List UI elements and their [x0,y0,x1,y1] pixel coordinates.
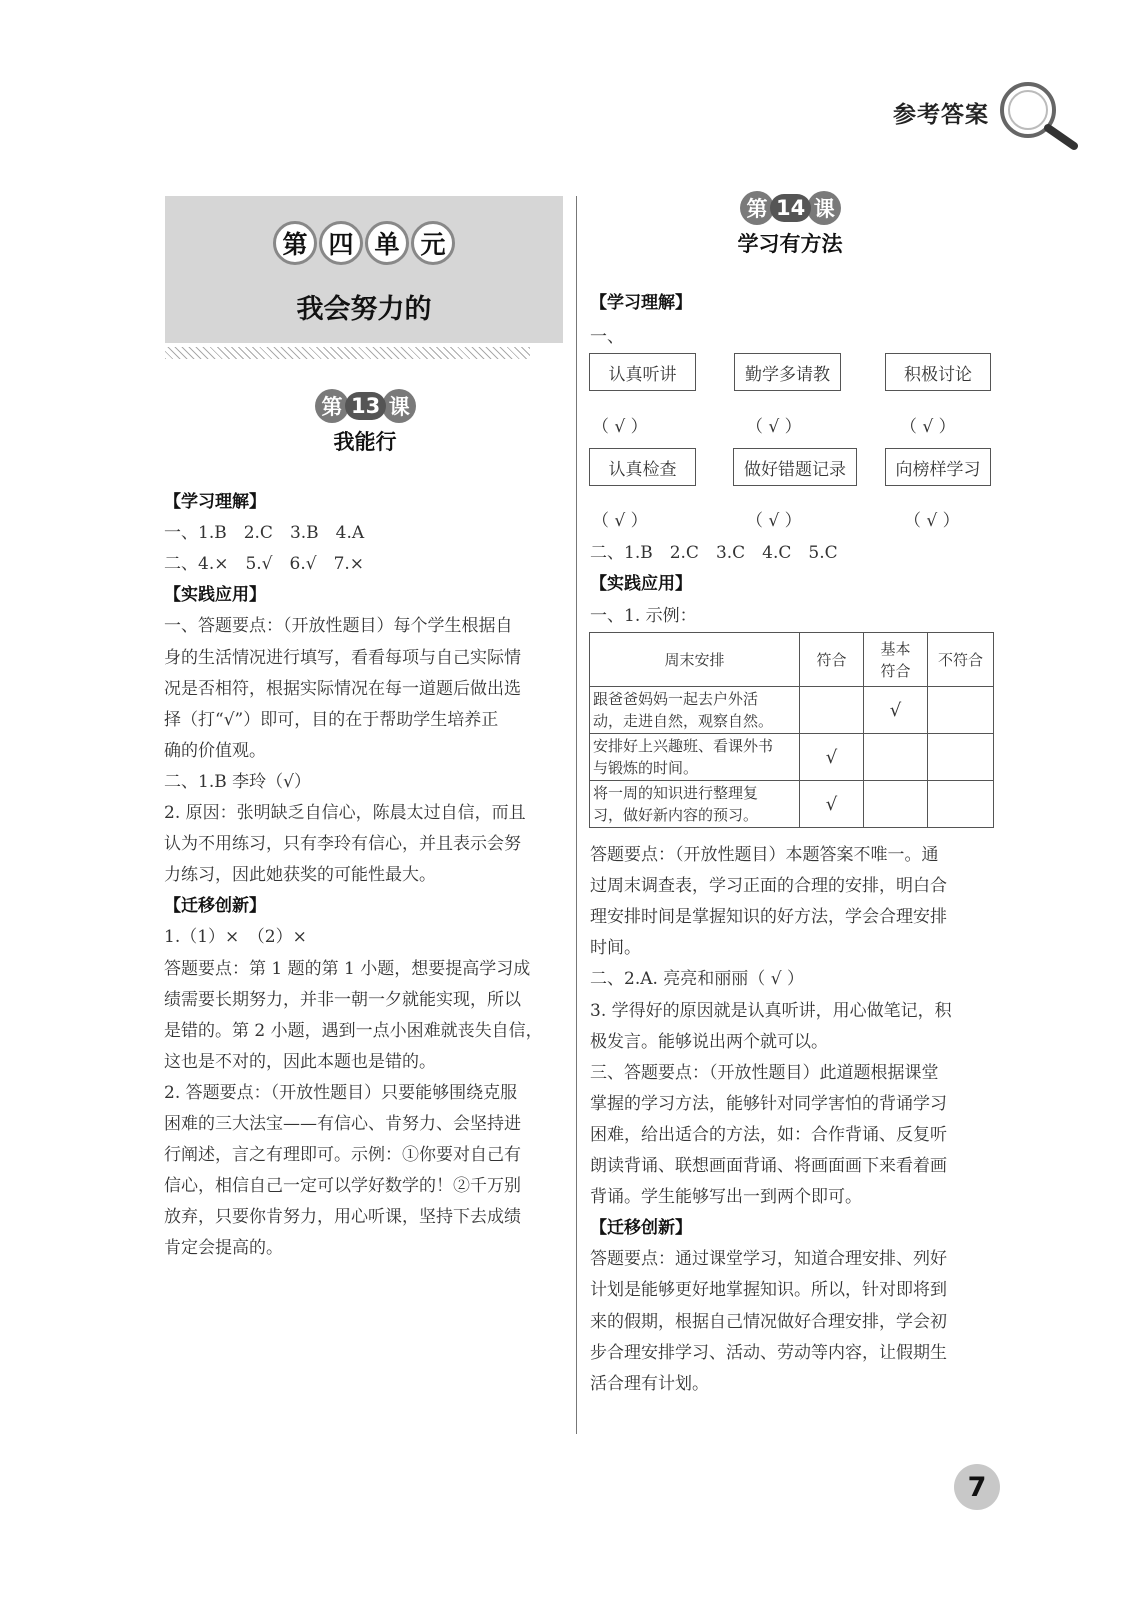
answer-line: 2. 原因：张明缺乏自信心，陈晨太过自信，而且 [164,803,526,823]
answer-line: 信心，相信自己一定可以学好数学的！②千万别 [164,1176,521,1197]
badge-prefix: 第 [740,191,774,225]
table-row [590,687,994,734]
badge-number: 13 [345,392,386,420]
answer-line: 2. 答题要点：（开放性题目）只要能够围绕克服 [164,1082,518,1103]
section-heading: 【学习理解】 [590,293,692,313]
answer-line: 身的生活情况进行填写，看看每项与自己实际情 [164,647,521,668]
cell-line: 动，走进自然，观察自然。 [593,712,774,730]
cell-line: 习，做好新内容的预习。 [593,806,759,824]
check-mark: （ √ ） [900,417,956,437]
check-mark: （ √ ） [592,511,648,531]
badge-suffix: 课 [382,389,416,423]
hatch-divider [165,347,530,359]
option-box: 勤学多请教 [734,353,841,391]
answer-line: 时间。 [590,938,641,959]
section-heading: 【迁移创新】 [164,896,266,917]
answer-line: 是错的。第 2 小题，遇到一点小困难就丧失自信， [164,1020,543,1041]
answer-line: 一、1.B 2.C 3.B 4.A [164,523,365,544]
unit-char: 第 [273,221,317,265]
answer-line: 困难，给出适合的方法，如：合作背诵、反复听 [590,1124,947,1145]
cell-line: 与锻炼的时间。 [593,759,699,777]
table-cell [800,687,864,734]
magnifier-icon [996,80,1080,152]
answer-line: 行阐述，言之有理即可。示例：①你要对自己有 [164,1145,521,1166]
answer-line: 过周末调查表，学习正面的合理的安排，明白合 [590,876,947,897]
page-number: 7 [954,1464,1000,1510]
table-row [590,781,994,828]
table-cell: √ [800,781,864,828]
weekend-plan-table [589,632,994,828]
check-mark: （ √ ） [904,511,960,531]
answer-line: 放弃，只要你肯努力，用心听课，坚持下去成绩 [164,1207,521,1228]
table-cell [590,734,800,781]
section-heading: 【实践应用】 [164,585,266,606]
option-box: 认真检查 [589,448,696,486]
option-box: 做好错题记录 [733,448,857,486]
badge-suffix: 课 [807,191,841,225]
header-wrap: 基本 符合 [880,639,911,680]
table-header: 周末安排 [590,633,800,687]
answer-line: 1.（1）× （2）× [164,927,307,948]
check-mark: （ √ ） [592,417,648,437]
check-mark: （ √ ） [746,511,802,531]
unit-char: 四 [319,221,363,265]
cell-line: 安排好上兴趣班、看课外书 [593,737,774,755]
table-header: 不符合 [928,633,994,687]
badge-prefix: 第 [315,389,349,423]
answer-line: 掌握的学习方法，能够针对同学害怕的背诵学习 [590,1093,947,1114]
answer-line: 计划是能够更好地掌握知识。所以，针对即将到 [590,1280,947,1301]
answer-line: 答题要点：通过课堂学习，知道合理安排、列好 [590,1249,947,1270]
answer-line: 步合理安排学习、活动、劳动等内容，让假期生 [590,1342,947,1363]
answer-line: 理安排时间是掌握知识的好方法，学会合理安排 [590,907,947,928]
cell-line: 将一周的知识进行整理复 [593,784,759,802]
table-header [864,633,928,687]
unit-subtitle: 我会努力的 [296,294,432,325]
unit-char: 单 [365,221,409,265]
table-cell [928,687,994,734]
lesson-14-title: 学习有方法 [737,232,843,256]
table-cell [928,781,994,828]
answer-line: 三、答题要点：（开放性题目）此道题根据课堂 [590,1062,939,1083]
section-heading: 【实践应用】 [590,574,692,594]
answer-line: 二、1.B 2.C 3.C 4.C 5.C [590,543,838,563]
table-header-row [590,633,994,687]
table-cell [864,781,928,828]
badge-number: 14 [770,194,811,222]
answer-line: 朗读背诵、联想画面背诵、将画面画下来看着画 [590,1156,947,1176]
cell-line: 跟爸爸妈妈一起去户外活 [593,690,759,708]
answer-line: 答题要点：（开放性题目）本题答案不唯一。通 [590,845,939,865]
lesson-14-badge [740,191,841,225]
answer-line: 活合理有计划。 [590,1373,709,1394]
answer-line: 极发言。能够说出两个就可以。 [590,1031,828,1052]
lesson-13-title: 我能行 [333,430,397,454]
answer-line: 肯定会提高的。 [164,1238,283,1259]
table-cell [590,781,800,828]
answer-line: 绩需要长期努力，并非一朝一夕就能实现，所以 [164,989,521,1010]
check-mark: （ √ ） [746,417,802,437]
option-box: 向榜样学习 [885,448,991,486]
table-cell [864,734,928,781]
lesson-13-badge [315,389,416,423]
answer-line: 二、4.× 5.√ 6.√ 7.× [164,554,365,575]
answer-line: 来的假期，根据自己情况做好合理安排，学会初 [590,1311,947,1332]
answer-line: 困难的三大法宝——有信心、肯努力、会坚持进 [164,1114,521,1134]
option-box: 认真听讲 [589,353,696,391]
answer-line: 二、1.B 李玲（√） [164,771,311,792]
table-cell [928,734,994,781]
table-cell: √ [800,734,864,781]
column-divider [576,196,577,1434]
table-row [590,734,994,781]
answer-line: 3. 学得好的原因就是认真听讲，用心做笔记，积 [590,1000,952,1021]
page-header-title: 参考答案 [893,102,989,128]
section-heading: 【迁移创新】 [590,1218,692,1239]
answer-line: 确的价值观。 [164,740,266,761]
answer-line: 一、1. 示例： [590,606,697,626]
table-cell: √ [864,687,928,734]
unit-char: 元 [411,221,455,265]
answer-line: 这也是不对的，因此本题也是错的。 [164,1051,436,1072]
unit-title [273,221,455,265]
answer-line: 择（打“√”）即可，目的在于帮助学生培养正 [164,709,499,730]
answer-line: 答题要点：第 1 题的第 1 小题，想要提高学习成 [164,958,531,979]
answer-line: 二、2.A. 亮亮和丽丽（ √ ） [590,969,804,990]
answer-line: 背诵。学生能够写出一到两个即可。 [590,1187,862,1208]
answer-line: 力练习，因此她获奖的可能性最大。 [164,865,436,886]
table-header: 符合 [800,633,864,687]
option-box: 积极讨论 [885,353,991,391]
section-heading: 【学习理解】 [164,492,266,512]
answer-line: 一、答题要点：（开放性题目）每个学生根据自 [164,616,513,637]
part-label: 一、 [590,327,624,347]
answer-line: 况是否相符，根据实际情况在每一道题后做出选 [164,678,521,699]
answer-line: 认为不用练习，只有李玲有信心，并且表示会努 [164,834,521,855]
table-cell [590,687,800,734]
